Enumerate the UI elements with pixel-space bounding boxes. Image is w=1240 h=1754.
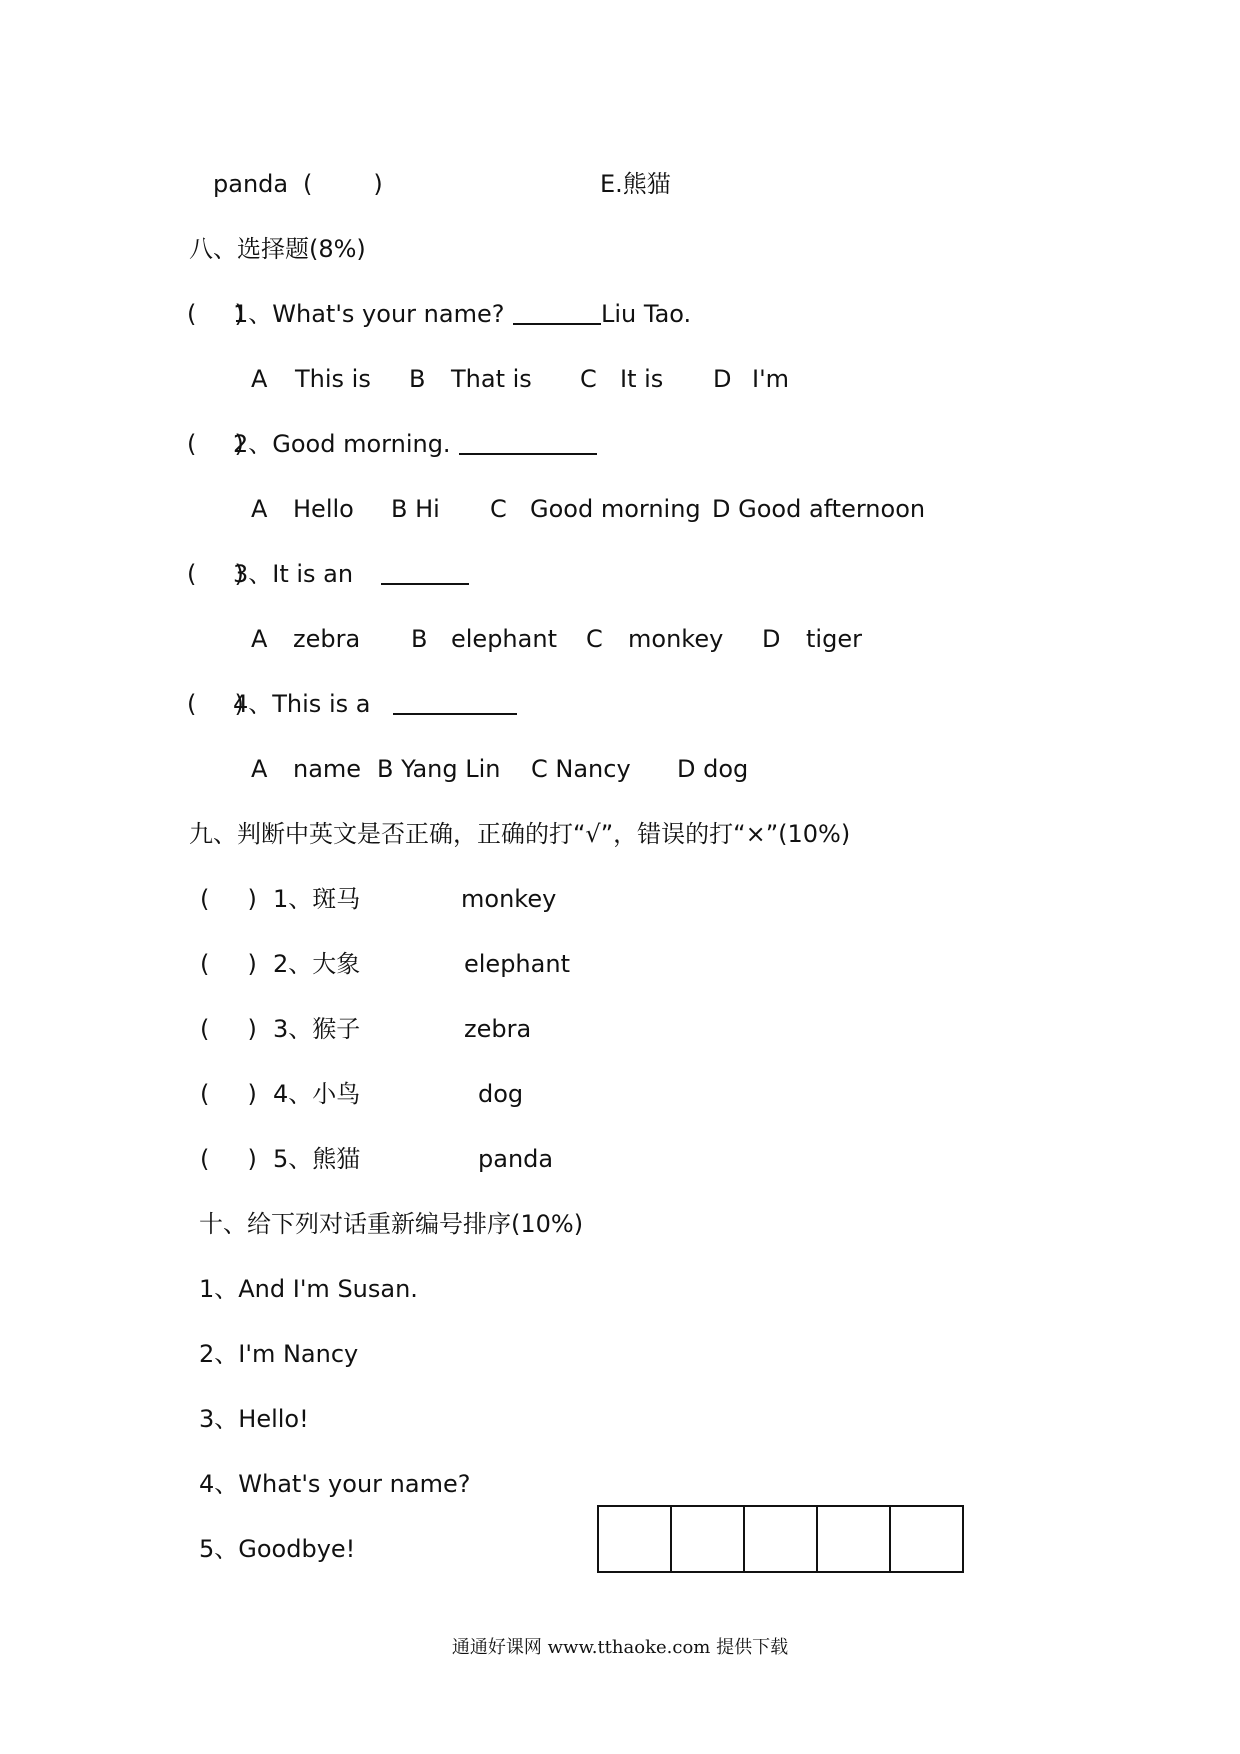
dialogue-line-3: 3、Hello! [199,1405,309,1433]
q4-opt-a-text: name [293,755,362,783]
dialogue-line-2: 2、I'm Nancy [199,1340,359,1368]
s9-item5-paren[interactable]: ( ) [200,1145,257,1173]
option-e: E.熊猫 [600,170,671,198]
answer-box-5[interactable] [891,1507,962,1571]
q2-opt-a-text: Hello [293,495,354,523]
s9-item1-paren[interactable]: ( ) [200,885,257,913]
q1-text: 1、What's your name? [233,300,505,328]
s9-item3-cn: 3、猴子 [273,1015,361,1043]
answer-box-3[interactable] [745,1507,818,1571]
q4-opt-a-letter: A [251,755,268,783]
q2-opt-c-letter: C [490,495,507,523]
answer-box-1[interactable] [599,1507,672,1571]
answer-box-2[interactable] [672,1507,745,1571]
q3-opt-b-text: elephant [451,625,557,653]
q1-blank[interactable] [513,299,601,325]
q2-opt-b: B Hi [391,495,440,523]
section-9-title: 九、判断中英文是否正确，正确的打“√”，错误的打“×”(10%) [189,820,851,848]
q4-blank[interactable] [393,689,517,715]
answer-order-grid [597,1505,964,1573]
q1-opt-d-letter: D [713,365,732,393]
q1-opt-d-text: I'm [752,365,790,393]
q4-opt-d: D dog [677,755,749,783]
s9-item3-en: zebra [464,1015,532,1043]
s9-item3-paren[interactable]: ( ) [200,1015,257,1043]
q3-opt-c-letter: C [586,625,603,653]
q1-opt-b-letter: B [409,365,426,393]
q3-answer-paren[interactable]: ( ) [187,560,244,588]
q3-opt-c-text: monkey [628,625,724,653]
q4-opt-c: C Nancy [531,755,631,783]
s9-item2-cn: 2、大象 [273,950,361,978]
q1-after: Liu Tao. [601,300,692,328]
q3-opt-d-text: tiger [806,625,862,653]
q4-opt-b: B Yang Lin [377,755,501,783]
s9-item5-en: panda [478,1145,554,1173]
q2-opt-c-text: Good morning [530,495,701,523]
q3-text: 3、It is an [233,560,354,588]
s9-item1-cn: 1、斑马 [273,885,361,913]
q1-opt-c-text: It is [620,365,664,393]
q1-opt-c-letter: C [580,365,597,393]
q1-answer-paren[interactable]: ( ) [187,300,244,328]
q3-blank[interactable] [381,559,469,585]
q4-text: 4、This is a [233,690,371,718]
s9-item4-en: dog [478,1080,524,1108]
q4-answer-paren[interactable]: ( ) [187,690,244,718]
q2-opt-a-letter: A [251,495,268,523]
dialogue-line-1: 1、And I'm Susan. [199,1275,418,1303]
q3-opt-d-letter: D [762,625,781,653]
section-10-title: 十、给下列对话重新编号排序(10%) [199,1210,584,1238]
q2-answer-paren[interactable]: ( ) [187,430,244,458]
word-panda: panda [213,170,289,198]
s9-item2-paren[interactable]: ( ) [200,950,257,978]
footer-source: 通通好课网 www.tthaoke.com 提供下载 [451,1637,789,1658]
q2-text: 2、Good morning. [233,430,451,458]
s9-item4-paren[interactable]: ( ) [200,1080,257,1108]
q3-opt-a-text: zebra [293,625,361,653]
dialogue-line-5: 5、Goodbye! [199,1535,356,1563]
q1-opt-b-text: That is [451,365,532,393]
s9-item4-cn: 4、小鸟 [273,1080,361,1108]
q1-opt-a-text: This is [295,365,371,393]
answer-box-4[interactable] [818,1507,891,1571]
s9-item2-en: elephant [464,950,570,978]
q3-opt-a-letter: A [251,625,268,653]
s9-item1-en: monkey [461,885,557,913]
q2-blank[interactable] [459,429,597,455]
s9-item5-cn: 5、熊猫 [273,1145,361,1173]
q2-opt-d: D Good afternoon [712,495,926,523]
dialogue-line-4: 4、What's your name? [199,1470,471,1498]
q1-opt-a-letter: A [251,365,268,393]
q3-opt-b-letter: B [411,625,428,653]
answer-paren[interactable]: ( ) [303,170,383,198]
section-8-title: 八、选择题(8%) [189,235,366,263]
